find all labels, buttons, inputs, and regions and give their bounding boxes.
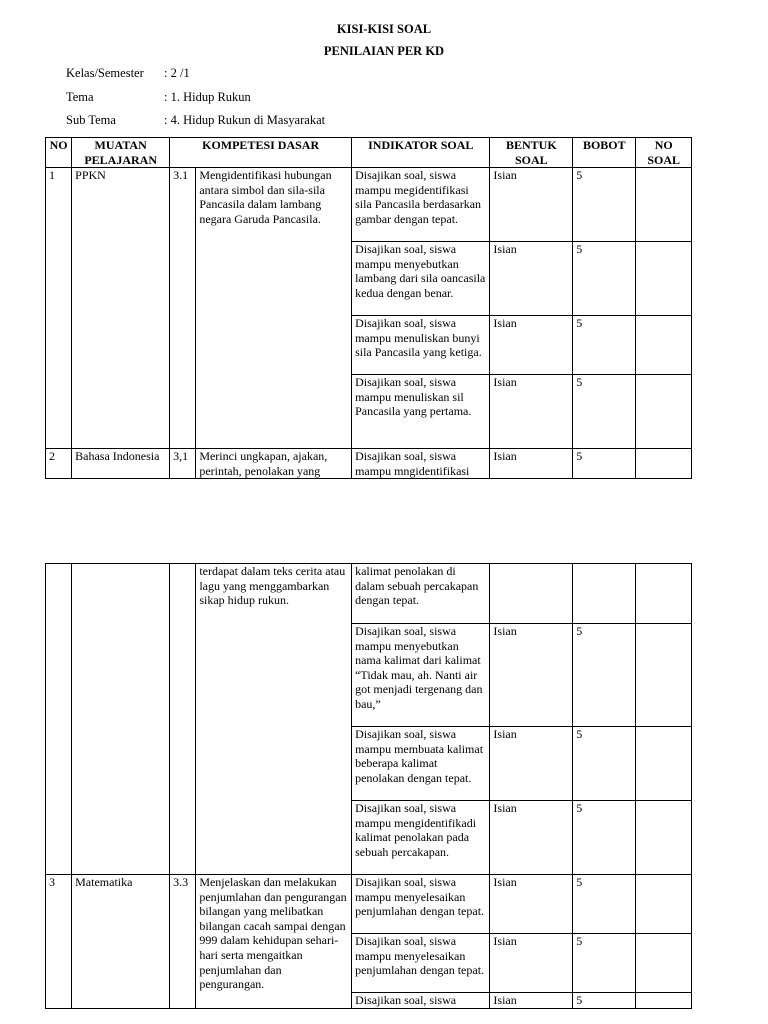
cell-bentuk: Isian (490, 242, 573, 316)
cell-indikator: Disajikan soal, siswa mampu menuliskan bunyi sila Pancasila yang ketiga. (352, 316, 490, 375)
cell-indikator: Disajikan soal, siswa mampu membuata kalimat beberapa kalimat penolakan dengan tepat. (352, 727, 490, 801)
cell-bentuk: Isian (490, 375, 573, 449)
cell-no-soal (636, 624, 692, 727)
cell-indikator: Disajikan soal, siswa mampu megidentifikasi sila Pancasila berdasarkan gambar dengan tepat. (352, 168, 490, 242)
cell-kd: terdapat dalam teks cerita atau lagu yang menggambarkan sikap hidup rukun. (196, 564, 352, 875)
cell-bentuk: Isian (490, 727, 573, 801)
cell-no: 1 (46, 168, 72, 449)
cell-kd-no (170, 564, 196, 875)
cell-kd: Menjelaskan dan melakukan penjumlahan dan pengurangan bilangan yang melibatkan bilangan cacah sampai dengan 999 dalam kehidupan sehari-hari serta mengaitkan penjumlahan dan pengurangan. (196, 875, 352, 1009)
cell-bentuk: Isian (490, 449, 573, 479)
header-kompetensi: KOMPETESI DASAR (170, 138, 352, 168)
table-row (46, 449, 692, 479)
cell-bentuk: Isian (490, 934, 573, 993)
table-row (46, 168, 692, 242)
cell-bentuk: Isian (490, 168, 573, 242)
cell-no: 3 (46, 875, 72, 1009)
cell-bobot: 5 (573, 875, 636, 934)
cell-indikator: Disajikan soal, siswa mampu menyelesaikan penjumlahan dengan tepat. (352, 934, 490, 993)
cell-muatan: Bahasa Indonesia (72, 449, 170, 479)
cell-no-soal (636, 993, 692, 1009)
cell-no-soal (636, 934, 692, 993)
field-label: Sub Tema (66, 113, 116, 127)
cell-kd: Mengidentifikasi hubungan antara simbol dan sila-sila Pancasila dalam lambang negara Garuda Pancasila. (196, 168, 352, 449)
cell-no: 2 (46, 449, 72, 479)
field-value: : 1. Hidup Rukun (164, 90, 251, 104)
cell-no-soal (636, 168, 692, 242)
cell-bentuk: Isian (490, 801, 573, 875)
header-bobot: BOBOT (573, 138, 636, 168)
field-kelas-semester (66, 66, 190, 81)
cell-bobot: 5 (573, 801, 636, 875)
cell-kd-no: 3.3 (170, 875, 196, 1009)
cell-bentuk: Isian (490, 875, 573, 934)
kisi-kisi-table-page-1 (45, 137, 692, 479)
header-muatan: MUATAN PELAJARAN (72, 138, 170, 168)
cell-no-soal (636, 449, 692, 479)
cell-indikator: kalimat penolakan di dalam sebuah percakapan dengan tepat. (352, 564, 490, 624)
cell-bobot: 5 (573, 993, 636, 1009)
cell-no-soal (636, 727, 692, 801)
cell-kd: Merinci ungkapan, ajakan, perintah, penolakan yang (196, 449, 352, 479)
field-tema (66, 90, 251, 105)
field-value: : 4. Hidup Rukun di Masyarakat (164, 113, 326, 127)
table-header-row (46, 138, 692, 168)
cell-bobot: 5 (573, 168, 636, 242)
cell-indikator: Disajikan soal, siswa mampu menyelesaikan penjumlahan dengan tepat. (352, 875, 490, 934)
document-title: KISI-KISI SOAL (336, 22, 432, 36)
cell-bobot: 5 (573, 375, 636, 449)
cell-kd-no: 3.1 (170, 168, 196, 449)
header-bentuk: BENTUK SOAL (490, 138, 573, 168)
cell-no-soal (636, 564, 692, 624)
cell-bentuk (490, 564, 573, 624)
field-value: : 2 /1 (164, 66, 190, 80)
kisi-kisi-table-page-2 (45, 563, 692, 1009)
cell-muatan: PPKN (72, 168, 170, 449)
cell-indikator: Disajikan soal, siswa mampu menuliskan sil Pancasila yang pertama. (352, 375, 490, 449)
table-row (46, 875, 692, 934)
cell-indikator: Disajikan soal, siswa mampu menyebutkan lambang dari sila oancasila kedua dengan benar. (352, 242, 490, 316)
cell-no-soal (636, 375, 692, 449)
header-no-soal: NO SOAL (636, 138, 692, 168)
cell-indikator: Disajikan soal, siswa (352, 993, 490, 1009)
cell-indikator: Disajikan soal, siswa mampu mngidentifikasi (352, 449, 490, 479)
cell-no-soal (636, 316, 692, 375)
field-sub-tema (66, 113, 325, 128)
field-label: Kelas/Semester (66, 66, 144, 80)
table-row (46, 564, 692, 624)
cell-bobot: 5 (573, 316, 636, 375)
cell-muatan: Matematika (72, 875, 170, 1009)
cell-no (46, 564, 72, 875)
field-label: Tema (66, 90, 94, 104)
cell-bobot (573, 564, 636, 624)
cell-bobot: 5 (573, 242, 636, 316)
cell-no-soal (636, 242, 692, 316)
cell-bobot: 5 (573, 624, 636, 727)
cell-no-soal (636, 801, 692, 875)
cell-bobot: 5 (573, 934, 636, 993)
cell-indikator: Disajikan soal, siswa mampu mengidentifikadi kalimat penolakan pada sebuah percakapan. (352, 801, 490, 875)
cell-muatan (72, 564, 170, 875)
cell-bentuk: Isian (490, 993, 573, 1009)
cell-indikator: Disajikan soal, siswa mampu menyebutkan nama kalimat dari kalimat “Tidak mau, ah. Nanti air got menjadi tergenang dan bau,” (352, 624, 490, 727)
header-indikator: INDIKATOR SOAL (352, 138, 490, 168)
cell-bobot: 5 (573, 727, 636, 801)
cell-bentuk: Isian (490, 316, 573, 375)
document-subtitle: PENILAIAN PER KD (323, 44, 445, 58)
cell-no-soal (636, 875, 692, 934)
cell-bentuk: Isian (490, 624, 573, 727)
cell-kd-no: 3,1 (170, 449, 196, 479)
cell-bobot: 5 (573, 449, 636, 479)
header-no: NO (46, 138, 72, 168)
